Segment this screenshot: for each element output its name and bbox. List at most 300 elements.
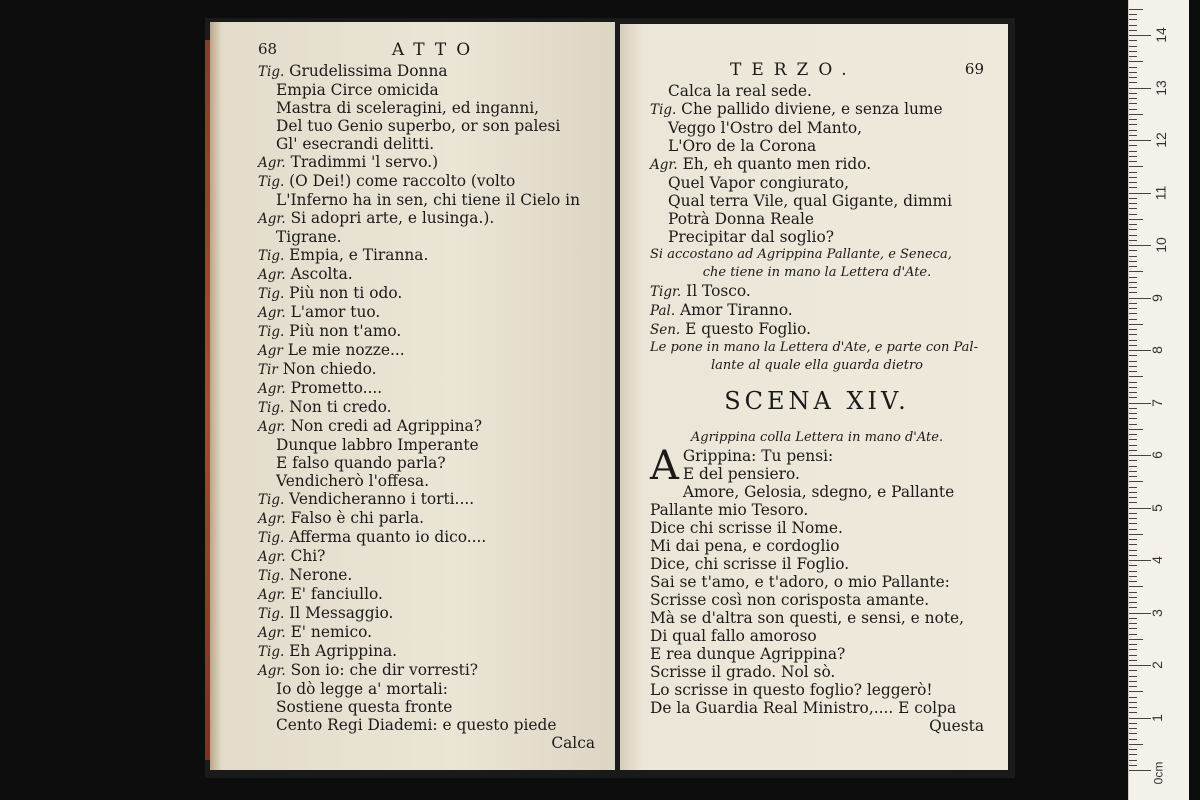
speaker-label: Agr. xyxy=(258,587,286,603)
verse-text: Grudelissima Donna xyxy=(289,62,448,80)
ruler-tick xyxy=(1129,523,1137,524)
right-running-head xyxy=(650,60,984,80)
verse-text: Le mie nozze... xyxy=(287,341,405,359)
ruler-tick xyxy=(1129,434,1137,435)
ruler-tick xyxy=(1129,765,1137,766)
ruler-tick xyxy=(1129,376,1143,377)
verse-line xyxy=(650,210,984,228)
speaker-label: Agr xyxy=(258,343,283,359)
scene-text xyxy=(650,443,984,717)
ruler-tick xyxy=(1129,550,1137,551)
ruler-tick xyxy=(1129,413,1137,414)
left-text-block xyxy=(258,62,595,734)
ruler-tick xyxy=(1129,30,1137,31)
ruler-tick xyxy=(1129,602,1137,603)
verse-line xyxy=(258,191,595,209)
left-catchword: Calca xyxy=(551,734,595,752)
ruler-tick xyxy=(1129,224,1137,225)
ruler-tick xyxy=(1129,145,1137,146)
verse-line xyxy=(258,341,595,360)
ruler-tick xyxy=(1129,355,1137,356)
ruler-tick xyxy=(1129,597,1137,598)
measuring-ruler xyxy=(1128,0,1189,800)
ruler-tick xyxy=(1129,518,1137,519)
verse-text: E' nemico. xyxy=(290,623,372,641)
verse-text: Eh Agrippina. xyxy=(289,642,398,660)
verse-text: Tradimmi 'l servo.) xyxy=(290,153,439,171)
ruler-tick xyxy=(1129,513,1137,514)
ruler-tick xyxy=(1129,124,1137,125)
ruler-tick xyxy=(1129,670,1137,671)
ruler-tick xyxy=(1129,576,1137,577)
ruler-tick xyxy=(1129,697,1137,698)
speaker-label: Tigr. xyxy=(650,284,682,300)
ruler-tick xyxy=(1129,282,1137,283)
ruler-tick xyxy=(1129,408,1137,409)
right-catchword: Questa xyxy=(929,717,984,735)
ruler-tick xyxy=(1129,329,1137,330)
left-page-number: 68 xyxy=(258,40,278,58)
ruler-tick xyxy=(1129,334,1137,335)
ruler-tick xyxy=(1129,723,1137,724)
speaker-label: Tir xyxy=(258,362,278,378)
speaker-label: Tig. xyxy=(258,530,285,546)
verse-line xyxy=(650,301,984,320)
verse-text: L'Inferno ha in sen, chi tiene il Cielo in xyxy=(276,191,581,209)
speaker-label: Tig. xyxy=(258,248,285,264)
verse-line xyxy=(258,585,595,604)
right-head-title: TERZO. xyxy=(730,60,857,80)
ruler-tick xyxy=(1129,502,1137,503)
ruler-tick xyxy=(1129,439,1137,440)
ruler-tick xyxy=(1129,9,1143,10)
ruler-tick xyxy=(1129,471,1137,472)
verse-line: Scrisse il grado. Nol sò. xyxy=(650,663,836,681)
ruler-tick xyxy=(1129,72,1137,73)
ruler-tick xyxy=(1129,82,1137,83)
speaker-label: Sen. xyxy=(650,322,681,338)
ruler-number: 10 xyxy=(1152,237,1169,253)
verse-text: Vendicherò l'offesa. xyxy=(276,472,430,490)
verse-line xyxy=(258,117,595,135)
ruler-tick xyxy=(1129,182,1137,183)
ruler-number: 12 xyxy=(1152,132,1169,148)
ruler-number: 11 xyxy=(1152,185,1169,200)
verse-line xyxy=(258,547,595,566)
verse-line xyxy=(258,379,595,398)
ruler-tick xyxy=(1129,607,1137,608)
ruler-tick xyxy=(1129,240,1137,241)
ruler-tick xyxy=(1129,193,1151,194)
speaker-label: Tig. xyxy=(258,174,285,190)
ruler-tick xyxy=(1129,250,1137,251)
verse-text: Vendicheranno i torti.... xyxy=(289,490,475,508)
ruler-tick xyxy=(1129,539,1137,540)
verse-line xyxy=(258,303,595,322)
ruler-tick xyxy=(1129,46,1137,47)
verse-line xyxy=(258,172,595,191)
verse-line xyxy=(258,604,595,623)
ruler-tick xyxy=(1129,277,1137,278)
verse-text: Non credi ad Agrippina? xyxy=(290,417,482,435)
verse-text: Precipitar dal soglio? xyxy=(668,228,834,246)
verse-line xyxy=(258,99,595,117)
ruler-tick xyxy=(1129,51,1137,52)
ruler-tick xyxy=(1129,172,1137,173)
verse-line xyxy=(258,566,595,585)
ruler-tick xyxy=(1129,214,1137,215)
speaker-label: Agr. xyxy=(258,419,286,435)
ruler-tick xyxy=(1129,392,1137,393)
verse-line: Di qual fallo amoroso xyxy=(650,627,817,645)
ruler-tick xyxy=(1129,361,1137,362)
verse-text: Empia, e Tiranna. xyxy=(289,246,429,264)
ruler-tick xyxy=(1129,418,1137,419)
verse-line xyxy=(650,119,984,137)
ruler-tick xyxy=(1129,161,1137,162)
ruler-tick xyxy=(1129,718,1151,719)
ruler-tick xyxy=(1129,340,1137,341)
speaker-label: Tig. xyxy=(258,568,285,584)
speaker-label: Pal. xyxy=(650,303,676,319)
ruler-tick xyxy=(1129,733,1137,734)
verse-line xyxy=(258,698,595,716)
verse-text: Che pallido diviene, e senza lume xyxy=(681,100,943,118)
verse-text: L'Oro de la Corona xyxy=(668,137,817,155)
ruler-tick xyxy=(1129,754,1137,755)
verse-text: E questo Foglio. xyxy=(685,320,812,338)
verse-text: Non chiedo. xyxy=(282,360,377,378)
verse-line xyxy=(258,265,595,284)
ruler-number: 9 xyxy=(1148,293,1165,302)
verse-line xyxy=(258,360,595,379)
ruler-tick xyxy=(1129,324,1143,325)
ruler-tick xyxy=(1129,371,1137,372)
right-text-block-top xyxy=(650,82,984,246)
verse-line xyxy=(258,642,595,661)
ruler-tick xyxy=(1129,770,1151,771)
verse-text: E' fanciullo. xyxy=(290,585,383,603)
ruler-tick xyxy=(1129,187,1137,188)
verse-line xyxy=(650,82,984,100)
verse-text: Dunque labbro Imperante xyxy=(276,436,479,454)
ruler-tick xyxy=(1129,56,1137,57)
ruler-tick xyxy=(1129,119,1137,120)
verse-text: Amor Tiranno. xyxy=(680,301,793,319)
left-running-head xyxy=(258,40,595,60)
speaker-label: Tig. xyxy=(258,324,285,340)
ruler-tick xyxy=(1129,229,1137,230)
verse-line xyxy=(258,623,595,642)
ruler-number: 5 xyxy=(1148,503,1165,512)
verse-line xyxy=(258,284,595,303)
ruler-tick xyxy=(1129,529,1137,530)
ruler-tick xyxy=(1129,151,1137,152)
speaker-label: Agr. xyxy=(258,211,286,227)
ruler-tick xyxy=(1129,387,1137,388)
ruler-number: 14 xyxy=(1152,27,1169,43)
ruler-tick xyxy=(1129,114,1143,115)
ruler-tick xyxy=(1129,156,1137,157)
ruler-tick xyxy=(1129,613,1151,614)
verse-line: Pallante mio Tesoro. xyxy=(650,501,809,519)
verse-text: Prometto.... xyxy=(290,379,383,397)
verse-line xyxy=(650,228,984,246)
ruler-tick xyxy=(1129,345,1137,346)
ruler-tick xyxy=(1129,712,1137,713)
ruler-tick xyxy=(1129,681,1137,682)
ruler-tick xyxy=(1129,749,1137,750)
ruler-tick xyxy=(1129,644,1137,645)
ruler-tick xyxy=(1129,460,1137,461)
speaker-label: Tig. xyxy=(258,492,285,508)
ruler-tick xyxy=(1129,623,1137,624)
ruler-tick xyxy=(1129,130,1137,131)
ruler-tick xyxy=(1129,208,1137,209)
verse-text: Empia Circe omicida xyxy=(276,81,439,99)
ruler-tick xyxy=(1129,534,1143,535)
speaker-label: Agr. xyxy=(258,267,286,283)
ruler-tick xyxy=(1129,555,1137,556)
speaker-label: Agr. xyxy=(258,625,286,641)
verse-line xyxy=(258,246,595,265)
ruler-tick xyxy=(1129,481,1143,482)
ruler-tick xyxy=(1129,308,1137,309)
verse-line xyxy=(650,282,984,301)
verse-line: Grippina: Tu pensi: xyxy=(682,447,834,465)
speaker-label: Tig. xyxy=(650,102,677,118)
speaker-label: Agr. xyxy=(650,157,678,173)
right-text-block-mid xyxy=(650,282,984,339)
ruler-tick xyxy=(1129,455,1151,456)
ruler-tick xyxy=(1129,103,1137,104)
speaker-label: Agr. xyxy=(258,549,286,565)
ruler-tick xyxy=(1129,476,1137,477)
verse-line: Dice, chi scrisse il Foglio. xyxy=(650,555,850,573)
ruler-tick xyxy=(1129,14,1137,15)
speaker-label: Agr. xyxy=(258,381,286,397)
verse-text: Il Messaggio. xyxy=(289,604,394,622)
ruler-tick xyxy=(1129,565,1137,566)
verse-line: Amore, Gelosia, sdegno, e Pallante xyxy=(682,483,955,501)
ruler-tick xyxy=(1129,676,1137,677)
verse-text: Sostiene questa fronte xyxy=(276,698,453,716)
ruler-tick xyxy=(1129,93,1137,94)
verse-text: Eh, eh quanto men rido. xyxy=(682,155,872,173)
ruler-tick xyxy=(1129,292,1137,293)
verse-text: Più non ti odo. xyxy=(289,284,403,302)
verse-line xyxy=(258,490,595,509)
verse-line xyxy=(258,472,595,490)
verse-line xyxy=(258,209,595,228)
verse-line: Mà se d'altra son questi, e sensi, e note, xyxy=(650,609,965,627)
verse-line xyxy=(258,228,595,246)
ruler-tick xyxy=(1129,691,1143,692)
ruler-tick xyxy=(1129,618,1137,619)
verse-text: E falso quando parla? xyxy=(276,454,446,472)
ruler-tick xyxy=(1129,544,1137,545)
speaker-label: Agr. xyxy=(258,305,286,321)
left-page xyxy=(210,22,615,770)
stage-direction-1: Si accostano ad Agrippina Pallante, e Seneca, che tiene in mano la Lettera d'Ate. xyxy=(650,247,952,280)
verse-line xyxy=(258,153,595,172)
verse-text: Il Tosco. xyxy=(686,282,751,300)
verse-text: L'amor tuo. xyxy=(290,303,381,321)
ruler-tick xyxy=(1129,492,1137,493)
ruler-tick xyxy=(1129,40,1137,41)
right-page-number: 69 xyxy=(964,60,984,78)
verse-line xyxy=(258,81,595,99)
verse-text: Chi? xyxy=(290,547,326,565)
verse-text: Cento Regi Diademi: e questo piede xyxy=(276,716,557,734)
verse-line xyxy=(258,509,595,528)
stage-direction-3: Agrippina colla Lettera in mano d'Ate. xyxy=(690,430,944,445)
ruler-tick xyxy=(1129,77,1137,78)
ruler-tick xyxy=(1129,466,1137,467)
verse-line xyxy=(258,417,595,436)
ruler-tick xyxy=(1129,497,1137,498)
verse-text: Mastra di sceleragini, ed inganni, xyxy=(276,99,540,117)
verse-text: Ascolta. xyxy=(290,265,353,283)
verse-text: Non ti credo. xyxy=(289,398,392,416)
verse-text: Si adopri arte, e lusinga.). xyxy=(290,209,495,227)
left-head-title: ATTO xyxy=(391,40,481,60)
ruler-tick xyxy=(1129,266,1137,267)
verse-line: E rea dunque Agrippina? xyxy=(650,645,846,663)
speaker-label: Agr. xyxy=(258,155,286,171)
verse-line xyxy=(650,155,984,174)
verse-text: Veggo l'Ostro del Manto, xyxy=(668,119,863,137)
ruler-tick xyxy=(1129,67,1137,68)
verse-line xyxy=(258,680,595,698)
speaker-label: Agr. xyxy=(258,511,286,527)
verse-line xyxy=(258,62,595,81)
ruler-tick xyxy=(1129,445,1137,446)
ruler-tick xyxy=(1129,350,1151,351)
verse-line: Lo scrisse in questo foglio? leggerò! xyxy=(650,681,933,699)
verse-line: Scrisse così non corisposta amante. xyxy=(650,591,930,609)
ruler-tick xyxy=(1129,319,1137,320)
verse-line xyxy=(258,322,595,341)
ruler-tick xyxy=(1129,634,1137,635)
verse-line xyxy=(650,100,984,119)
verse-line xyxy=(650,174,984,192)
verse-line xyxy=(650,137,984,155)
ruler-number: 13 xyxy=(1152,79,1169,96)
ruler-tick xyxy=(1129,702,1137,703)
ruler-tick xyxy=(1129,19,1137,20)
verse-text: (O Dei!) come raccolto (volto xyxy=(289,172,516,190)
ruler-tick xyxy=(1129,256,1137,257)
ruler-tick xyxy=(1129,35,1151,36)
ruler-number: 1 xyxy=(1148,713,1165,722)
verse-line: Mi dai pena, e cordoglio xyxy=(650,537,840,555)
speaker-label: Tig. xyxy=(258,606,285,622)
ruler-tick xyxy=(1129,744,1143,745)
ruler-tick xyxy=(1129,219,1143,220)
verse-line xyxy=(258,528,595,547)
speaker-label: Tig. xyxy=(258,286,285,302)
verse-line xyxy=(258,398,595,417)
ruler-tick xyxy=(1129,655,1137,656)
speaker-label: Agr. xyxy=(258,663,286,679)
ruler-tick xyxy=(1129,235,1137,236)
ruler-tick xyxy=(1129,245,1151,246)
ruler-unit: 0cm xyxy=(1151,761,1166,785)
verse-text: Son io: che dir vorresti? xyxy=(290,661,479,679)
verse-line: De la Guardia Real Ministro,.... E colpa xyxy=(650,699,957,717)
ruler-tick xyxy=(1129,203,1137,204)
ruler-number: 3 xyxy=(1148,608,1165,617)
ruler-tick xyxy=(1129,382,1137,383)
verse-line: Sai se t'amo, e t'adoro, o mio Pallante: xyxy=(650,573,950,591)
verse-text: Più non t'amo. xyxy=(289,322,402,340)
verse-text: Calca la real sede. xyxy=(668,82,812,100)
ruler-tick xyxy=(1129,140,1151,141)
ruler-tick xyxy=(1129,560,1151,561)
ruler-tick xyxy=(1129,424,1137,425)
verse-line xyxy=(258,436,595,454)
ruler-tick xyxy=(1129,303,1137,304)
verse-text: Nerone. xyxy=(289,566,353,584)
verse-line: E del pensiero. xyxy=(682,465,800,483)
ruler-tick xyxy=(1129,88,1151,89)
ruler-tick xyxy=(1129,571,1137,572)
verse-line xyxy=(650,320,984,339)
ruler-tick xyxy=(1129,25,1137,26)
verse-text: Falso è chi parla. xyxy=(290,509,425,527)
ruler-tick xyxy=(1129,166,1143,167)
ruler-tick xyxy=(1129,739,1137,740)
ruler-tick xyxy=(1129,287,1137,288)
ruler-tick xyxy=(1129,508,1151,509)
ruler-tick xyxy=(1129,198,1137,199)
verse-line: Dice chi scrisse il Nome. xyxy=(650,519,843,537)
ruler-tick xyxy=(1129,686,1137,687)
ruler-tick xyxy=(1129,271,1143,272)
ruler-tick xyxy=(1129,665,1151,666)
verse-text: Afferma quanto io dico.... xyxy=(289,528,487,546)
ruler-number: 4 xyxy=(1148,556,1165,564)
verse-text: Io dò legge a' mortali: xyxy=(276,680,448,698)
ruler-tick xyxy=(1129,707,1137,708)
ruler-tick xyxy=(1129,581,1137,582)
ruler-tick xyxy=(1129,98,1137,99)
verse-line xyxy=(258,135,595,153)
verse-line xyxy=(258,454,595,472)
ruler-number: 2 xyxy=(1148,661,1165,669)
ruler-tick xyxy=(1129,660,1137,661)
verse-line xyxy=(258,716,595,734)
drop-cap: A xyxy=(650,443,679,489)
ruler-tick xyxy=(1129,135,1137,136)
verse-text: Qual terra Vile, qual Gigante, dimmi xyxy=(668,192,953,210)
ruler-tick xyxy=(1129,177,1137,178)
verse-text: Gl' esecrandi delitti. xyxy=(276,135,435,153)
ruler-tick xyxy=(1129,109,1137,110)
verse-text: Quel Vapor congiurato, xyxy=(668,174,850,192)
ruler-tick xyxy=(1129,487,1137,488)
ruler-tick xyxy=(1129,639,1143,640)
speaker-label: Tig. xyxy=(258,400,285,416)
stage-direction-2: Le pone in mano la Lettera d'Ate, e parte con Pal- lante al quale ella guarda dietro xyxy=(650,340,978,373)
ruler-tick xyxy=(1129,586,1143,587)
ruler-tick xyxy=(1129,760,1137,761)
scene-title: SCENA XIV. xyxy=(724,387,910,415)
ruler-tick xyxy=(1129,366,1137,367)
verse-text: Potrà Donna Reale xyxy=(668,210,815,228)
ruler-number: 8 xyxy=(1148,346,1165,354)
